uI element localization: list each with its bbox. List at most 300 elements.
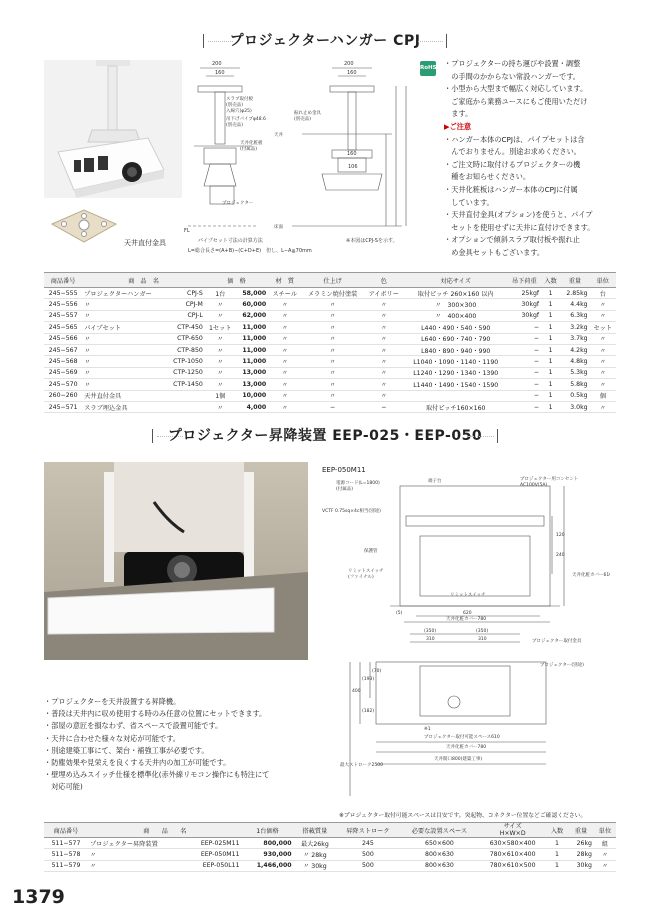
table-cell: 26kg bbox=[568, 838, 594, 849]
table-cell: 〃 bbox=[82, 344, 165, 355]
caution-heading: ▶ご注意 bbox=[444, 121, 472, 131]
table-cell: セット bbox=[590, 322, 616, 333]
table-cell: スチール bbox=[268, 288, 301, 299]
desc-line: ・小型から大型まで幅広く対応しています。 bbox=[444, 84, 588, 94]
table-cell: 〃 bbox=[205, 310, 236, 321]
svg-text:(付属品): (付属品) bbox=[240, 147, 258, 152]
col-header: 対応サイズ bbox=[404, 273, 508, 288]
col-header: 材 質 bbox=[268, 273, 301, 288]
table-cell: 260−260 bbox=[44, 390, 82, 401]
col-header: 昇降ストローク bbox=[336, 823, 399, 838]
table-cell: CTP-650 bbox=[166, 333, 205, 344]
dim-70: (70) bbox=[372, 669, 382, 674]
table-cell: 800×630 bbox=[400, 860, 480, 871]
desc-line: ます。 bbox=[444, 109, 473, 119]
table-cell: − bbox=[508, 333, 542, 344]
cpj-spec-table bbox=[44, 272, 616, 413]
table-cell: 〃 28kg bbox=[294, 849, 337, 860]
table-cell: 1,466,000 bbox=[242, 860, 294, 871]
table-cell: 〃 bbox=[268, 333, 301, 344]
table-cell: 〃 bbox=[268, 344, 301, 355]
table-row bbox=[44, 401, 616, 412]
table-cell: 〃 bbox=[82, 333, 165, 344]
col-header: 価 格 bbox=[205, 273, 268, 288]
label-projector: プロジェクター bbox=[222, 201, 254, 206]
table-row bbox=[44, 310, 616, 321]
table-cell: 1 bbox=[541, 390, 560, 401]
svg-text:(ファイナル): (ファイナル) bbox=[348, 575, 374, 580]
dim-5: (5) bbox=[396, 611, 403, 616]
label-vctf: VCTF 0.75sq×4c相当(別途) bbox=[322, 509, 381, 514]
table-cell: 60,000 bbox=[236, 299, 269, 310]
table-cell: 〃 bbox=[205, 401, 236, 412]
table-cell: CTP-1450 bbox=[166, 379, 205, 390]
table-cell: 〃 bbox=[82, 367, 165, 378]
label-proj: プロジェクター(別途) bbox=[540, 663, 584, 668]
diagram-note: ※本図はCPJ-Sを示す。 bbox=[346, 238, 398, 244]
table-row bbox=[44, 344, 616, 355]
label-ceiling: 天井 bbox=[274, 133, 283, 138]
dim-200-left: 200 bbox=[212, 61, 222, 67]
col-header: 単位 bbox=[590, 273, 616, 288]
table-cell: 〃 bbox=[268, 299, 301, 310]
table-cell: 245−556 bbox=[44, 299, 82, 310]
dim-200-right: 200 bbox=[344, 61, 354, 67]
table-cell: 1 bbox=[541, 356, 560, 367]
col-header: 単位 bbox=[594, 823, 616, 838]
table-cell: 〃 bbox=[268, 390, 301, 401]
table-cell: − bbox=[301, 401, 363, 412]
table-cell: 〃 bbox=[268, 310, 301, 321]
table-cell: L840・890・940・990 bbox=[404, 344, 508, 355]
table-cell: 13,000 bbox=[236, 379, 269, 390]
table-row bbox=[44, 860, 616, 871]
col-header: 仕上げ bbox=[301, 273, 363, 288]
table-cell: − bbox=[508, 390, 542, 401]
table-cell: 1 bbox=[541, 310, 560, 321]
table-cell: 11,000 bbox=[236, 322, 269, 333]
table-cell: 〃 bbox=[301, 322, 363, 333]
table-cell: 〃 bbox=[590, 379, 616, 390]
table-cell bbox=[404, 390, 508, 401]
table-cell: 245−566 bbox=[44, 333, 82, 344]
table-cell: EEP-025M11 bbox=[184, 838, 241, 849]
dim-310b: 310 bbox=[478, 637, 487, 642]
desc-line: ・防塵効果や見栄えを良くする天井内の加工が可能です。 bbox=[44, 758, 231, 768]
svg-text:(別売品): (別売品) bbox=[226, 123, 244, 128]
table-cell: 〃 bbox=[301, 356, 363, 367]
table-cell: 〃 bbox=[88, 860, 184, 871]
table-cell: 〃 bbox=[205, 367, 236, 378]
desc-line: ・天井に合わせた様々な対応が可能です。 bbox=[44, 733, 180, 743]
col-header: 商品番号 bbox=[44, 823, 88, 838]
section2-note: ※プロジェクター取付可能スペースは目安です。突起物、コネクター位置などご確認ください。 bbox=[339, 813, 587, 819]
table-cell: 〃 bbox=[364, 379, 404, 390]
lift-diagram bbox=[320, 476, 610, 806]
svg-text:AC100V(5A): AC100V(5A) bbox=[520, 483, 548, 488]
svg-text:天井化粧板: 天井化粧板 bbox=[240, 141, 263, 146]
table-row bbox=[44, 299, 616, 310]
label-cover610: 天井化粧カバー610 bbox=[572, 573, 610, 578]
title-tick-right-2 bbox=[497, 429, 498, 443]
desc-line: 種をお知らせください。 bbox=[444, 172, 531, 182]
table-cell: L1240・1290・1340・1390 bbox=[404, 367, 508, 378]
table-cell: 1 bbox=[541, 299, 560, 310]
table-cell: − bbox=[508, 356, 542, 367]
table-cell: L640・690・740・790 bbox=[404, 333, 508, 344]
table-cell: 〃 bbox=[268, 379, 301, 390]
table-cell: 800×630 bbox=[400, 849, 480, 860]
table-cell: 〃 bbox=[590, 310, 616, 321]
table-cell: 〃 bbox=[364, 356, 404, 367]
label-floor: 床面 bbox=[274, 225, 283, 230]
table-cell: プロジェクター昇降装置 bbox=[88, 838, 184, 849]
dim-120: 120 bbox=[556, 533, 565, 538]
svg-text:スラブ取付板: スラブ取付板 bbox=[226, 97, 253, 102]
table-cell: 6.3kg bbox=[560, 310, 589, 321]
table-cell: 1 bbox=[541, 344, 560, 355]
table-cell: 〃 bbox=[205, 299, 236, 310]
table-cell: 5.3kg bbox=[560, 367, 589, 378]
desc-line: しています。 bbox=[444, 197, 494, 207]
table-cell: 800,000 bbox=[242, 838, 294, 849]
desc-line: ・部屋の意匠を損なわず、省スペースで設置可能です。 bbox=[44, 721, 223, 731]
table-cell: 62,000 bbox=[236, 310, 269, 321]
table-cell: 〃 bbox=[590, 333, 616, 344]
table-cell: 1 bbox=[546, 849, 568, 860]
table-cell: 780×610×400 bbox=[479, 849, 546, 860]
table-cell: 1 bbox=[541, 322, 560, 333]
table-cell: 245−557 bbox=[44, 310, 82, 321]
table-cell: 〃 bbox=[82, 299, 165, 310]
title-dots-right-2 bbox=[468, 436, 494, 437]
table-cell: 組 bbox=[594, 838, 616, 849]
table-cell: 〃 bbox=[301, 344, 363, 355]
col-header: 重量 bbox=[560, 273, 589, 288]
svg-text:吊下げパイプφ48.6: 吊下げパイプφ48.6 bbox=[226, 117, 266, 122]
desc-line: ・別途建築工事にて、架台・補強工事が必要です。 bbox=[44, 745, 209, 755]
table-cell: 780×610×500 bbox=[479, 860, 546, 871]
table-cell: 245−568 bbox=[44, 356, 82, 367]
table-cell: 〃 bbox=[364, 367, 404, 378]
title-tick-right bbox=[446, 34, 447, 48]
table-cell: 〃 bbox=[301, 379, 363, 390]
dim-350b: (350) bbox=[476, 629, 489, 634]
pipe-formula: パイプセット寸法の計算方法 bbox=[198, 238, 263, 244]
table-cell: − bbox=[508, 401, 542, 412]
table-cell: 〃 bbox=[364, 344, 404, 355]
svg-text:電源コード(L=1800): 電源コード(L=1800) bbox=[336, 481, 380, 486]
table-cell: CTP-1250 bbox=[166, 367, 205, 378]
table-cell: 〃 bbox=[590, 356, 616, 367]
table-cell: 500 bbox=[336, 849, 399, 860]
dim-182: (182) bbox=[362, 709, 375, 714]
table-cell: 1個 bbox=[205, 390, 236, 401]
table-cell: 1 bbox=[541, 333, 560, 344]
label-opening: 天井開口800(建築工事) bbox=[434, 757, 483, 762]
table-row bbox=[44, 322, 616, 333]
desc-line: ・天井直付金具(オプション)を使うと、パイプ bbox=[444, 210, 593, 220]
table-cell: 30kg bbox=[568, 860, 594, 871]
table-cell: L1040・1090・1140・1190 bbox=[404, 356, 508, 367]
title-dots-right bbox=[418, 41, 443, 42]
col-header: サイズ H×W×D bbox=[479, 823, 546, 838]
col-header: 商 品 名 bbox=[82, 273, 205, 288]
table-cell: 245−571 bbox=[44, 401, 82, 412]
table-cell: パイプセット bbox=[82, 322, 165, 333]
table-cell: 11,000 bbox=[236, 344, 269, 355]
label-stroke: 最大ストローク2500 bbox=[340, 763, 383, 768]
table-cell: 245−569 bbox=[44, 367, 82, 378]
table-cell: − bbox=[364, 401, 404, 412]
table-cell: 〃 bbox=[268, 367, 301, 378]
rohs-badge: RoHS bbox=[420, 61, 436, 76]
label-pipe-conduit: 保護管 bbox=[364, 549, 378, 554]
table-cell: 11,000 bbox=[236, 356, 269, 367]
table-cell: 1 bbox=[546, 838, 568, 849]
col-header: 吊下荷重 bbox=[508, 273, 542, 288]
desc-line: ・ご注文時に取付けるプロジェクターの機 bbox=[444, 159, 581, 169]
desc-line: ・ハンガー本体のCPJは、パイプセットは含 bbox=[444, 134, 585, 144]
table-cell: 30kgf bbox=[508, 299, 542, 310]
svg-text:(別売品): (別売品) bbox=[294, 117, 312, 122]
table-cell: CTP-450 bbox=[166, 322, 205, 333]
table-cell: 13,000 bbox=[236, 367, 269, 378]
table-cell: 0.5kg bbox=[560, 390, 589, 401]
table-cell: 〃 bbox=[364, 390, 404, 401]
table-cell: 〃 bbox=[82, 356, 165, 367]
table-cell: 〃 bbox=[364, 310, 404, 321]
table-cell: 4.8kg bbox=[560, 356, 589, 367]
table-cell: 〃 bbox=[301, 299, 363, 310]
table-cell: CPJ-M bbox=[166, 299, 205, 310]
table-cell: − bbox=[508, 344, 542, 355]
dim-160-right: 160 bbox=[347, 70, 357, 76]
ceiling-mount-caption: 天井直付金具 bbox=[124, 239, 166, 247]
table-cell: − bbox=[508, 379, 542, 390]
table-row bbox=[44, 333, 616, 344]
col-header: 搭載質量 bbox=[294, 823, 337, 838]
label-limit: リミットスイッチ bbox=[450, 593, 486, 598]
table-cell: 1 bbox=[541, 288, 560, 299]
table-cell: 〃 bbox=[268, 322, 301, 333]
table-cell: 〃 bbox=[364, 333, 404, 344]
table-cell: 3.7kg bbox=[560, 333, 589, 344]
col-header: 入数 bbox=[546, 823, 568, 838]
table-cell: CPJ-L bbox=[166, 310, 205, 321]
table-cell: 〃 bbox=[301, 333, 363, 344]
table-cell: 10,000 bbox=[236, 390, 269, 401]
table-cell: プロジェクターハンガー bbox=[82, 288, 165, 299]
pipe-formula-2: L=総合長さ=(A+B)−(C+D+E) 但し、L−A≧70mm bbox=[188, 248, 312, 254]
dim-106: 106 bbox=[348, 164, 358, 170]
table-cell: 〃 bbox=[205, 344, 236, 355]
desc-line: ・壁埋め込みスイッチ仕様を標準化(赤外線リモコン操作にも特注にて bbox=[44, 770, 270, 780]
table-cell: 〃 400×400 bbox=[404, 310, 508, 321]
table-cell: 〃 bbox=[364, 299, 404, 310]
table-row bbox=[44, 367, 616, 378]
table-cell: EEP-050L11 bbox=[184, 860, 241, 871]
svg-text:※1: ※1 bbox=[424, 727, 431, 732]
dim-160-left: 160 bbox=[215, 70, 225, 76]
table-cell: 〃 bbox=[590, 367, 616, 378]
desc-line: んでおりません。別途お求めください。 bbox=[444, 147, 581, 157]
table-cell: 4,000 bbox=[236, 401, 269, 412]
table-cell bbox=[166, 401, 205, 412]
table-cell: − bbox=[508, 322, 542, 333]
page-number: 1379 bbox=[12, 886, 65, 908]
table-cell: 〃 bbox=[205, 333, 236, 344]
dim-240: 240 bbox=[556, 553, 565, 558]
table-cell: − bbox=[508, 367, 542, 378]
desc-line: セットを使用せずに天井に直付けできます。 bbox=[444, 222, 595, 232]
table-cell: 930,000 bbox=[242, 849, 294, 860]
table-cell: 511−577 bbox=[44, 838, 88, 849]
diagram2-title: EEP-050M11 bbox=[322, 466, 366, 474]
table-cell: 〃 bbox=[82, 379, 165, 390]
table-cell: 〃 bbox=[205, 379, 236, 390]
ceiling-mount-photo bbox=[44, 202, 124, 250]
desc-line: ・普段は天井内に収め使用する時のみ任意の位置にセットできます。 bbox=[44, 709, 267, 719]
desc-line: め金具セットもございます。 bbox=[444, 247, 545, 257]
desc-line: ご家庭から業務ユースにもご使用いただけ bbox=[444, 96, 588, 106]
section1-title: プロジェクターハンガー CPJ bbox=[229, 33, 421, 49]
table-cell: 245−570 bbox=[44, 379, 82, 390]
table-cell: 245−567 bbox=[44, 344, 82, 355]
table-cell: 〃 bbox=[88, 849, 184, 860]
table-cell: 5.8kg bbox=[560, 379, 589, 390]
desc-line: ・オプションで傾斜スラブ取付板や振れ止 bbox=[444, 235, 580, 245]
svg-text:(別売品): (別売品) bbox=[226, 103, 244, 108]
table-cell: 245 bbox=[336, 838, 399, 849]
col-header: 色 bbox=[364, 273, 404, 288]
table-cell: 630×580×400 bbox=[479, 838, 546, 849]
dim-620: 620 bbox=[463, 611, 472, 616]
table-cell: 650×600 bbox=[400, 838, 480, 849]
table-cell: 〃 30kg bbox=[294, 860, 337, 871]
section1-description bbox=[444, 58, 624, 260]
table-cell: 58,000 bbox=[236, 288, 269, 299]
table-cell: 〃 bbox=[205, 356, 236, 367]
label-mount: プロジェクター取付金具 bbox=[532, 639, 582, 644]
table-cell: 〃 bbox=[82, 310, 165, 321]
table-cell: 天井直付金具 bbox=[82, 390, 165, 401]
label-cover780: 天井化粧カバー780 bbox=[446, 617, 487, 622]
table-row bbox=[44, 849, 616, 860]
dim-400: 400 bbox=[352, 689, 361, 694]
table-cell: アイボリー bbox=[364, 288, 404, 299]
lift-photo bbox=[44, 462, 308, 660]
table-cell: メラミン焼付塗装 bbox=[301, 288, 363, 299]
col-header: 1台価格 bbox=[242, 823, 294, 838]
svg-text:(付属品): (付属品) bbox=[336, 487, 354, 492]
table-cell: 245−565 bbox=[44, 322, 82, 333]
table-cell: CTP-1050 bbox=[166, 356, 205, 367]
table-cell: 台 bbox=[590, 288, 616, 299]
table-cell: 25kgf bbox=[508, 288, 542, 299]
table-cell: 〃 bbox=[268, 356, 301, 367]
table-cell: 500 bbox=[336, 860, 399, 871]
dim-310a: 310 bbox=[426, 637, 435, 642]
eep-spec-table bbox=[44, 822, 616, 872]
table-row bbox=[44, 379, 616, 390]
dim-350a: (350) bbox=[424, 629, 437, 634]
table-row bbox=[44, 288, 616, 299]
table-cell: 4.4kg bbox=[560, 299, 589, 310]
desc-line: ・天井化粧板はハンガー本体のCPJに付属 bbox=[444, 184, 578, 194]
col-header: 商 品 名 bbox=[88, 823, 242, 838]
table-cell: 最大26kg bbox=[294, 838, 337, 849]
table-cell: 〃 bbox=[268, 401, 301, 412]
label-terminal: 端子台 bbox=[428, 479, 442, 484]
section2-description bbox=[44, 696, 344, 794]
table-cell: 511−578 bbox=[44, 849, 88, 860]
table-cell: 30kgf bbox=[508, 310, 542, 321]
svg-text:プロジェクター取付可能スペース610: プロジェクター取付可能スペース610 bbox=[424, 735, 500, 740]
table-cell: 4.2kg bbox=[560, 344, 589, 355]
label-cover780b: 天井化粧カバー780 bbox=[446, 745, 487, 750]
table-cell: 511−579 bbox=[44, 860, 88, 871]
table-cell: 3.2kg bbox=[560, 322, 589, 333]
table-cell: 2.85kg bbox=[560, 288, 589, 299]
table-cell: 1 bbox=[541, 367, 560, 378]
svg-text:プロジェクター用コンセント: プロジェクター用コンセント bbox=[520, 477, 579, 482]
table-cell: 〃 300×300 bbox=[404, 299, 508, 310]
table-cell bbox=[166, 390, 205, 401]
table-cell: 取付ピッチ160×160 bbox=[404, 401, 508, 412]
label-hole: 入線穴(φ25) bbox=[226, 109, 252, 114]
table-cell: 1セット bbox=[205, 322, 236, 333]
table-cell: CTP-850 bbox=[166, 344, 205, 355]
table-row bbox=[44, 390, 616, 401]
table-cell: 個 bbox=[590, 390, 616, 401]
desc-line: ・プロジェクターの持ち運びや設置・調整 bbox=[444, 59, 581, 68]
col-header: 必要な設置スペース bbox=[400, 823, 480, 838]
section2-title: プロジェクター昇降装置 EEP-025・EEP-050 bbox=[167, 428, 483, 444]
table-cell: 245−555 bbox=[44, 288, 82, 299]
table-cell: L440・490・540・590 bbox=[404, 322, 508, 333]
table-cell: 〃 bbox=[594, 849, 616, 860]
table-cell: 〃 bbox=[301, 310, 363, 321]
table-cell: 1 bbox=[541, 401, 560, 412]
table-cell: CPJ-S bbox=[166, 288, 205, 299]
table-cell: 〃 bbox=[301, 390, 363, 401]
table-cell: 〃 bbox=[594, 860, 616, 871]
table-cell: EEP-050M11 bbox=[184, 849, 241, 860]
col-header: 入数 bbox=[541, 273, 560, 288]
table-cell: 1 bbox=[546, 860, 568, 871]
table-cell: 1台 bbox=[205, 288, 236, 299]
table-cell: 〃 bbox=[301, 367, 363, 378]
desc-line: の手間のかからない常設ハンガーです。 bbox=[444, 71, 580, 81]
col-header: 重量 bbox=[568, 823, 594, 838]
table-cell: 〃 bbox=[590, 299, 616, 310]
hanger-diagram bbox=[182, 56, 412, 264]
table-cell: 〃 bbox=[590, 401, 616, 412]
table-row bbox=[44, 356, 616, 367]
table-cell: 〃 bbox=[364, 322, 404, 333]
dim-193: (193) bbox=[362, 677, 375, 682]
table-cell: 3.0kg bbox=[560, 401, 589, 412]
desc-line: 対応可能) bbox=[44, 782, 83, 792]
label-fl: FL bbox=[184, 228, 190, 234]
dim-160-mid: 160 bbox=[347, 151, 357, 157]
desc-line: ・プロジェクターを天井設置する昇降機。 bbox=[44, 697, 181, 706]
svg-text:リミットスイッチ: リミットスイッチ bbox=[348, 569, 384, 574]
table-row bbox=[44, 838, 616, 849]
table-cell: スラブ埋込金具 bbox=[82, 401, 165, 412]
table-cell: L1440・1490・1540・1590 bbox=[404, 379, 508, 390]
